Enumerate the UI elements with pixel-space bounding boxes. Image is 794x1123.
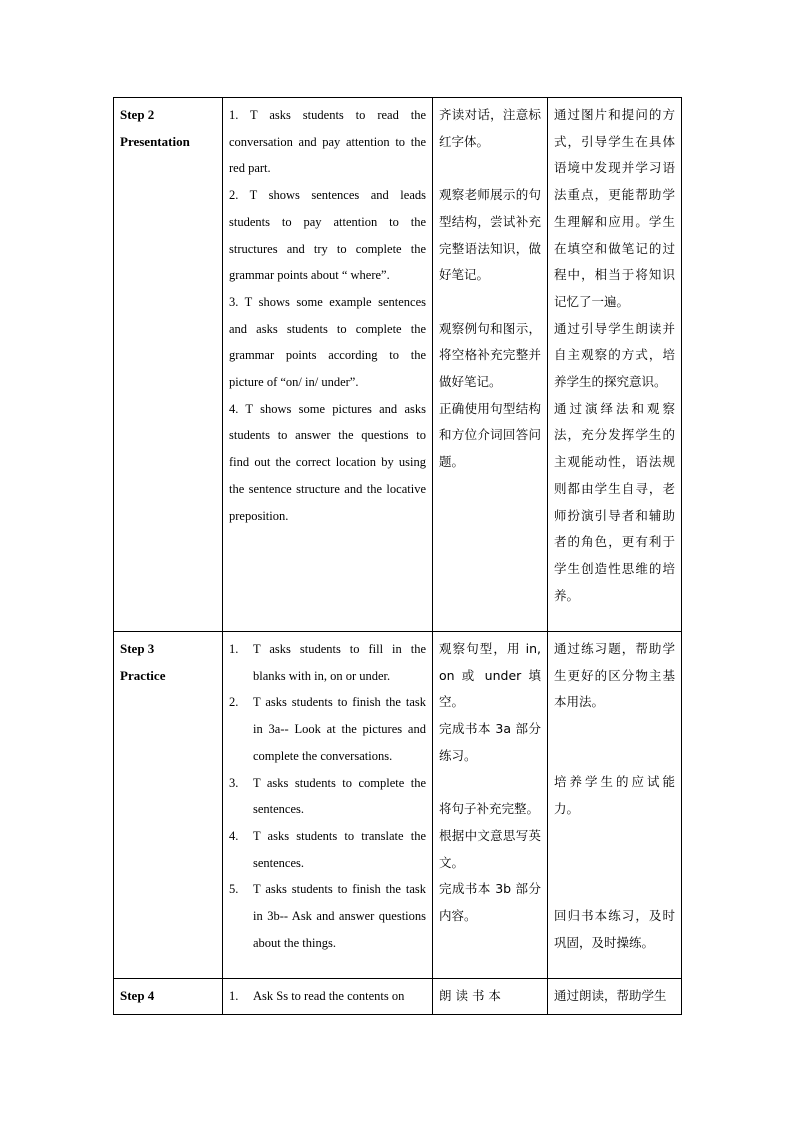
student-activity-item: 齐读对话，注意标红字体。	[439, 107, 541, 149]
list-number: 5.	[229, 882, 239, 897]
step-phase: Presentation	[120, 133, 190, 149]
student-activities-cell	[433, 632, 548, 979]
list-number: 3.	[229, 775, 239, 790]
list-item	[229, 636, 426, 689]
student-activity-item: 正确使用句型结构和方位介词回答问题。	[439, 400, 541, 470]
student-activity-item: 根据中文意思写英文。	[439, 827, 541, 870]
activity-list	[229, 636, 426, 956]
purpose-item: 通过朗读，帮助学生	[554, 988, 667, 1003]
student-activities-cell	[433, 979, 548, 1015]
list-item	[229, 876, 426, 956]
list-item	[229, 770, 426, 823]
teacher-activities-cell	[223, 979, 433, 1015]
activity-item: 4. T shows some pictures and asks students to answer the questions to find out the correct location by using the sentence structure and the locative preposition.	[229, 401, 426, 523]
list-text: T asks students to translate the sentences.	[253, 828, 426, 870]
step-cell	[114, 979, 223, 1015]
list-item	[229, 983, 426, 1010]
activity-list	[229, 983, 426, 1010]
purpose-cell	[548, 979, 682, 1015]
step-phase: Practice	[120, 667, 166, 683]
list-number: 1.	[229, 989, 239, 1003]
student-activities-cell	[433, 98, 548, 632]
purpose-item: 通过引导学生朗读并自主观察的方式，培养学生的探究意识。	[554, 320, 675, 390]
table-row-step-2	[114, 98, 682, 632]
lesson-plan-table	[113, 97, 682, 1015]
step-label: Step 2	[120, 107, 155, 122]
step-label: Step 4	[120, 988, 155, 1003]
list-text: T asks students to fill in the blanks with in, on or under.	[253, 642, 426, 683]
list-number: 1.	[229, 642, 239, 656]
list-text: T asks students to finish the task in 3b-- Ask and answer questions about the things.	[253, 882, 426, 950]
table-row-step-4	[114, 979, 682, 1015]
list-text: T asks students to complete the sentences.	[253, 775, 426, 817]
student-activity-item: 将句子补充完整。	[439, 801, 540, 817]
teacher-activities-cell	[223, 98, 433, 632]
activity-item: 2. T shows sentences and leads students to pay attention to the structures and try to complete the grammar points about “ where”.	[229, 188, 426, 283]
student-activity-item: 观察句型，用 in, on 或 under 填空。	[439, 641, 541, 710]
purpose-item: 通过练习题，帮助学生更好的区分物主基本用法。	[554, 641, 675, 710]
student-activity-item: 观察例句和图示，将空格补充完整并做好笔记。	[439, 320, 541, 389]
purpose-item: 回归书本练习，及时巩固，及时操练。	[554, 907, 675, 950]
purpose-item: 通过图片和提问的方式，引导学生在具体语境中发现并学习语法重点，更能帮助学生理解和应用。学生在填空和做笔记的过程中，相当于将知识记忆了一遍。	[554, 107, 675, 309]
list-item	[229, 689, 426, 769]
purpose-item: 通过演绎法和观察法，充分发挥学生的主观能动性，语法规则都由学生自寻，老师扮演引导者和辅助者的角色，更有利于学生创造性思维的培养。	[554, 400, 675, 603]
student-activity-item: 完成书本 3b 部分内容。	[439, 881, 541, 924]
list-text: Ask Ss to read the contents on	[253, 989, 405, 1003]
purpose-item: 培养学生的应试能力。	[554, 774, 675, 817]
activity-item: 3. T shows some example sentences and asks students to complete the grammar points according to the picture of “on/ in/ under”.	[229, 294, 426, 390]
activity-item: 1. T asks students to read the conversation and pay attention to the red part.	[229, 108, 426, 176]
step-cell	[114, 632, 223, 979]
list-number: 4.	[229, 828, 239, 843]
step-label: Step 3	[120, 641, 155, 656]
student-activity-item: 朗 读 书 本	[439, 988, 501, 1003]
step-cell	[114, 98, 223, 632]
list-item	[229, 823, 426, 876]
teacher-activities-cell	[223, 632, 433, 979]
purpose-cell	[548, 98, 682, 632]
list-number: 2.	[229, 695, 239, 710]
student-activity-item: 观察老师展示的句型结构，尝试补充完整语法知识，做好笔记。	[439, 187, 541, 283]
table-row-step-3	[114, 632, 682, 979]
list-text: T asks students to finish the task in 3a-- Look at the pictures and complete the conversations.	[253, 695, 426, 763]
student-activity-item: 完成书本 3a 部分练习。	[439, 721, 541, 763]
purpose-cell	[548, 632, 682, 979]
